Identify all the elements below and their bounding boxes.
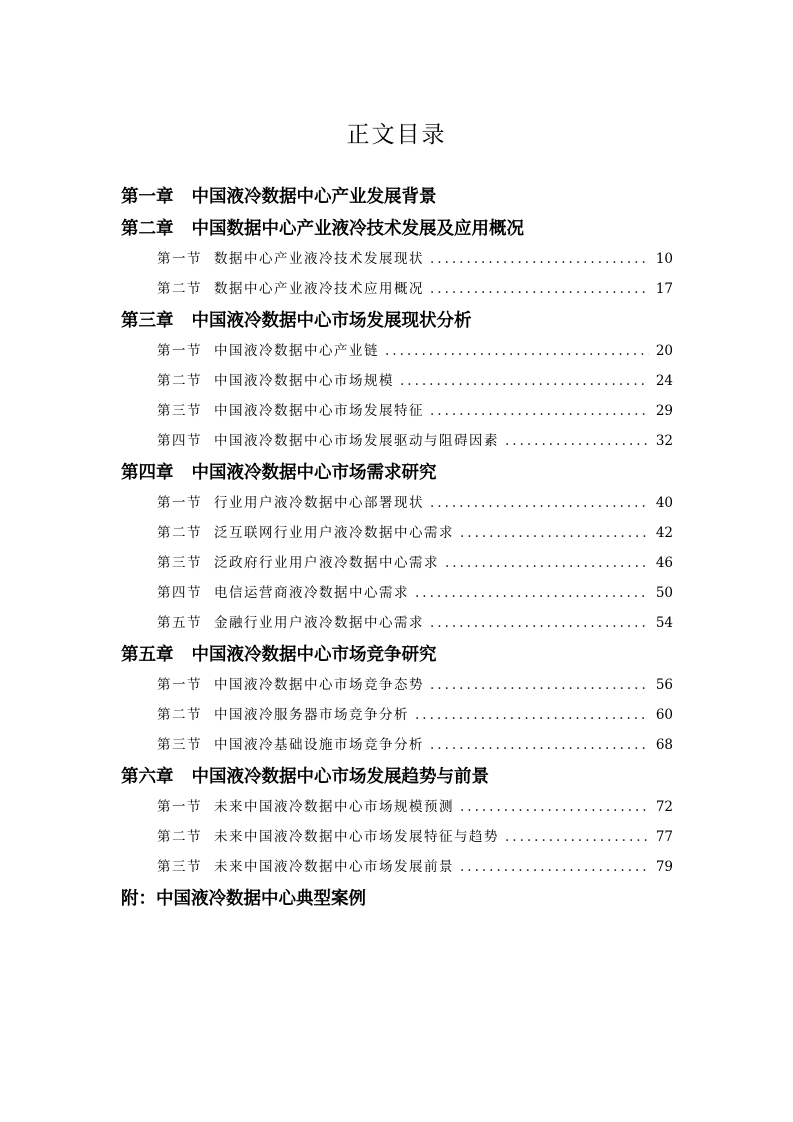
section-number: 第五节 xyxy=(157,615,202,631)
section-number: 第一节 xyxy=(157,251,202,267)
toc-section[interactable] xyxy=(157,426,673,456)
dot-leader xyxy=(385,336,649,366)
page-number: 79 xyxy=(655,859,673,875)
toc-section[interactable] xyxy=(157,852,673,882)
toc-chapter[interactable] xyxy=(121,182,673,212)
page-number: 60 xyxy=(655,707,673,723)
chapter-title: 中国液冷数据中心产业发展背景 xyxy=(191,187,437,207)
page-number: 50 xyxy=(655,585,673,601)
page-title: 正文目录 xyxy=(346,122,447,148)
page-number: 24 xyxy=(655,373,673,389)
chapter-number: 第二章 xyxy=(121,219,174,239)
section-title: 未来中国液冷数据中心市场发展前景 xyxy=(214,859,454,875)
section-title: 行业用户液冷数据中心部署现状 xyxy=(214,495,424,511)
section-title: 未来中国液冷数据中心市场规模预测 xyxy=(214,799,454,815)
toc-section[interactable] xyxy=(157,578,673,608)
chapter-title: 中国液冷数据中心市场竞争研究 xyxy=(191,645,437,665)
chapter-title: 中国数据中心产业液冷技术发展及应用概况 xyxy=(191,219,524,239)
table-of-contents xyxy=(121,180,673,914)
section-number: 第一节 xyxy=(157,495,202,511)
section-title: 中国液冷服务器市场竞争分析 xyxy=(214,707,409,723)
toc-section[interactable] xyxy=(157,518,673,548)
section-number: 第二节 xyxy=(157,707,202,723)
toc-chapter[interactable] xyxy=(121,458,673,488)
chapter-title: 中国液冷数据中心市场发展现状分析 xyxy=(191,311,472,331)
page-number: 46 xyxy=(655,555,673,571)
toc-section[interactable] xyxy=(157,336,673,366)
dot-leader xyxy=(400,366,649,396)
dot-leader xyxy=(460,518,649,548)
dot-leader xyxy=(460,852,649,882)
toc-section[interactable] xyxy=(157,274,673,304)
section-number: 第一节 xyxy=(157,677,202,693)
section-title: 中国液冷数据中心市场发展特征 xyxy=(214,403,424,419)
chapter-number: 第一章 xyxy=(121,187,174,207)
toc-chapter[interactable] xyxy=(121,214,673,244)
section-title: 泛互联网行业用户液冷数据中心需求 xyxy=(214,525,454,541)
section-title: 数据中心产业液冷技术发展现状 xyxy=(214,251,424,267)
page-number: 32 xyxy=(655,433,673,449)
dot-leader xyxy=(430,670,649,700)
dot-leader xyxy=(505,426,649,456)
toc-section[interactable] xyxy=(157,548,673,578)
section-number: 第二节 xyxy=(157,373,202,389)
toc-section[interactable] xyxy=(157,700,673,730)
chapter-number: 第五章 xyxy=(121,645,174,665)
chapter-number: 第三章 xyxy=(121,311,174,331)
section-title: 金融行业用户液冷数据中心需求 xyxy=(214,615,424,631)
section-title: 电信运营商液冷数据中心需求 xyxy=(214,585,409,601)
section-number: 第二节 xyxy=(157,525,202,541)
section-number: 第二节 xyxy=(157,829,202,845)
page-number: 54 xyxy=(655,615,673,631)
page-number: 29 xyxy=(655,403,673,419)
chapter-title: 中国液冷数据中心市场需求研究 xyxy=(191,463,437,483)
section-title: 中国液冷数据中心产业链 xyxy=(214,343,379,359)
section-number: 第三节 xyxy=(157,403,202,419)
dot-leader xyxy=(430,488,649,518)
page-number: 10 xyxy=(655,251,673,267)
toc-section[interactable] xyxy=(157,488,673,518)
toc-chapter[interactable] xyxy=(121,640,673,670)
dot-leader xyxy=(430,244,649,274)
page-number: 68 xyxy=(655,737,673,753)
dot-leader xyxy=(415,700,649,730)
dot-leader xyxy=(505,822,649,852)
section-title: 中国液冷数据中心市场竞争态势 xyxy=(214,677,424,693)
section-title: 中国液冷基础设施市场竞争分析 xyxy=(214,737,424,753)
dot-leader xyxy=(430,730,649,760)
page-number: 40 xyxy=(655,495,673,511)
section-title: 数据中心产业液冷技术应用概况 xyxy=(214,281,424,297)
dot-leader xyxy=(430,274,649,304)
toc-section[interactable] xyxy=(157,670,673,700)
section-number: 第三节 xyxy=(157,737,202,753)
section-number: 第一节 xyxy=(157,799,202,815)
chapter-number: 第六章 xyxy=(121,767,174,787)
chapter-number: 第四章 xyxy=(121,463,174,483)
section-number: 第四节 xyxy=(157,433,202,449)
dot-leader xyxy=(430,608,649,638)
toc-section[interactable] xyxy=(157,366,673,396)
dot-leader xyxy=(445,548,649,578)
section-number: 第三节 xyxy=(157,555,202,571)
page-number: 77 xyxy=(655,829,673,845)
section-title: 中国液冷数据中心市场发展驱动与阻碍因素 xyxy=(214,433,499,449)
section-number: 第四节 xyxy=(157,585,202,601)
toc-section[interactable] xyxy=(157,608,673,638)
page-number: 42 xyxy=(655,525,673,541)
section-title: 未来中国液冷数据中心市场发展特征与趋势 xyxy=(214,829,499,845)
toc-appendix[interactable]: 附：中国液冷数据中心典型案例 xyxy=(121,889,366,909)
page-number: 72 xyxy=(655,799,673,815)
section-number: 第一节 xyxy=(157,343,202,359)
page-number: 20 xyxy=(655,343,673,359)
page-number: 56 xyxy=(655,677,673,693)
toc-chapter[interactable] xyxy=(121,762,673,792)
toc-section[interactable] xyxy=(157,244,673,274)
chapter-title: 中国液冷数据中心市场发展趋势与前景 xyxy=(191,767,489,787)
section-number: 第三节 xyxy=(157,859,202,875)
dot-leader xyxy=(430,396,649,426)
toc-chapter[interactable] xyxy=(121,306,673,336)
page-number: 17 xyxy=(655,281,673,297)
dot-leader xyxy=(415,578,649,608)
section-title: 中国液冷数据中心市场规模 xyxy=(214,373,394,389)
toc-section[interactable] xyxy=(157,730,673,760)
section-title: 泛政府行业用户液冷数据中心需求 xyxy=(214,555,439,571)
section-number: 第二节 xyxy=(157,281,202,297)
toc-section[interactable] xyxy=(157,792,673,822)
toc-section[interactable] xyxy=(157,822,673,852)
toc-section[interactable] xyxy=(157,396,673,426)
dot-leader xyxy=(460,792,649,822)
